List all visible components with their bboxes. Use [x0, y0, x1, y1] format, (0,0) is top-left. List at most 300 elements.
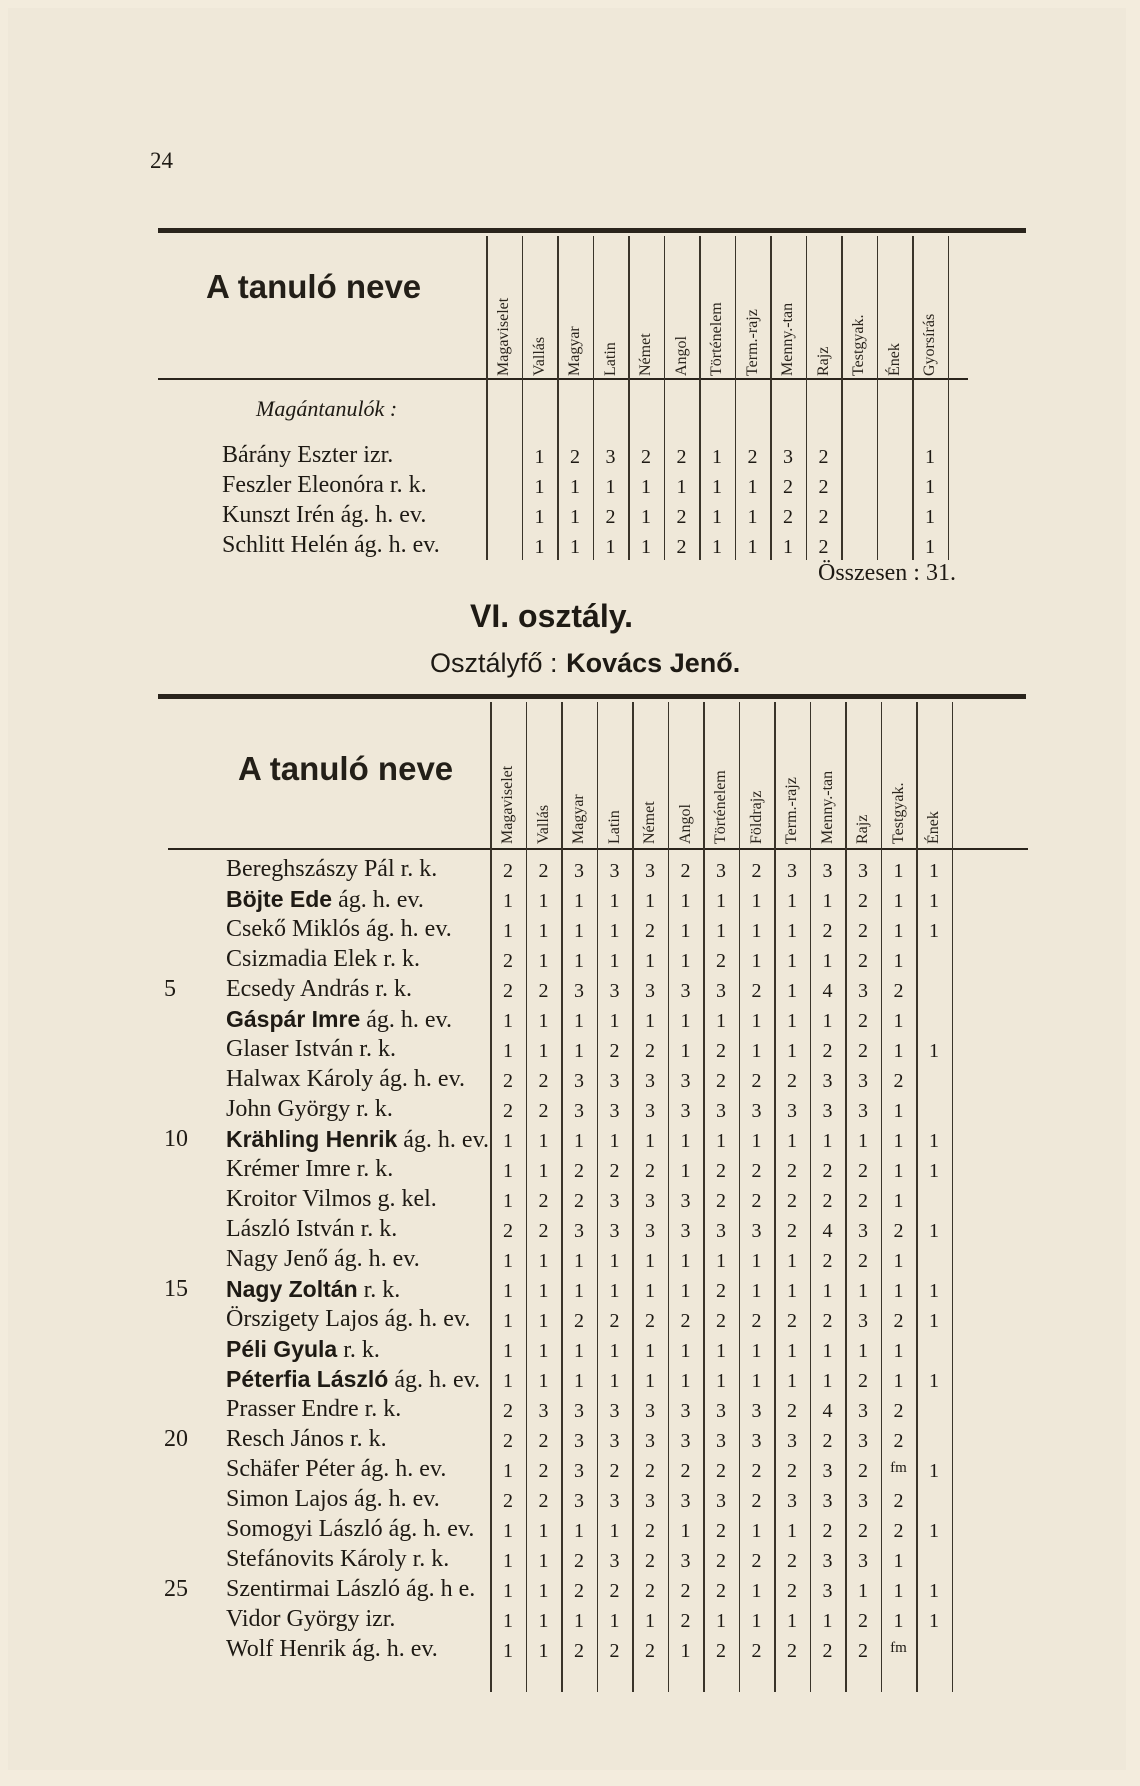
- grade-cell: 1: [503, 1160, 513, 1182]
- grade-cell: 3: [538, 1400, 549, 1422]
- grade-cell: 2: [858, 1190, 868, 1212]
- grade-cell: 2: [609, 1310, 620, 1332]
- student-name: László István r. k.: [226, 1216, 398, 1242]
- row-number: 15: [164, 1276, 188, 1302]
- grade-cell: 3: [787, 1490, 797, 1512]
- grade-cell: 2: [747, 446, 758, 468]
- grade-cell: 1: [538, 1310, 549, 1332]
- grade-cell: 1: [929, 1220, 939, 1242]
- grade-cell: 2: [893, 1310, 904, 1332]
- student-name: Szentirmai László ág. h e.: [226, 1576, 476, 1602]
- grade-cell: 2: [645, 1160, 655, 1182]
- table-class-vi: [158, 694, 1026, 1694]
- grade-cell: 2: [503, 1100, 513, 1122]
- grade-cell: 1: [609, 1010, 620, 1032]
- grade-cell: 3: [609, 1100, 620, 1122]
- grade-cell: 2: [570, 446, 580, 468]
- grade-cell: 3: [645, 1400, 655, 1422]
- student-name: Feszler Eleonóra r. k.: [222, 472, 427, 498]
- grade-cell: 1: [503, 1610, 513, 1632]
- grade-cell: 1: [716, 920, 726, 942]
- grade-cell: 1: [609, 1130, 620, 1152]
- grade-cell: 2: [503, 1430, 513, 1452]
- grade-cell: 4: [822, 980, 833, 1002]
- grade-cell: 3: [680, 1220, 691, 1242]
- grade-cell: 2: [574, 1640, 584, 1662]
- grade-cell: 2: [751, 1070, 762, 1092]
- grade-cell: 3: [609, 1550, 620, 1572]
- grade-cell: 3: [858, 1100, 868, 1122]
- grade-cell: 1: [645, 890, 655, 912]
- student-name: Halwax Károly ág. h. ev.: [226, 1066, 466, 1092]
- grade-cell: 1: [609, 1280, 620, 1302]
- student-name: Prasser Endre r. k.: [226, 1396, 402, 1422]
- grade-cell: 1: [538, 1580, 549, 1602]
- grade-cell: 1: [680, 1250, 691, 1272]
- grade-cell: 1: [645, 1370, 655, 1392]
- class-head-label: Osztályfő :: [430, 648, 558, 678]
- grade-cell: 2: [822, 1310, 833, 1332]
- grade-cell: 1: [503, 890, 513, 912]
- subject-header: Term.-rajz: [783, 777, 800, 844]
- grade-cell: 1: [893, 1100, 904, 1122]
- grade-cell: 1: [787, 1520, 797, 1542]
- grade-cell: 1: [645, 1280, 655, 1302]
- grade-cell: 1: [609, 920, 620, 942]
- grade-cell: 3: [574, 1490, 584, 1512]
- subject-header: Vallás: [530, 336, 548, 376]
- grade-cell: 2: [538, 1100, 549, 1122]
- student-affiliation: r. k.: [357, 1277, 401, 1303]
- grade-cell: 1: [503, 1130, 513, 1152]
- grade-cell: 1: [716, 1340, 726, 1362]
- grade-cell: 1: [641, 536, 651, 558]
- grade-cell: 2: [503, 1490, 513, 1512]
- grade-cell: 3: [609, 1070, 620, 1092]
- table-top-rule: [158, 694, 1026, 699]
- grade-cell: 2: [822, 1250, 833, 1272]
- row-number: 20: [164, 1426, 188, 1452]
- grade-cell: 2: [787, 1070, 797, 1092]
- grade-cell: 1: [503, 1010, 513, 1032]
- grade-cell: 2: [574, 1310, 584, 1332]
- table-top-rule: [158, 228, 1026, 233]
- grade-cell: 3: [822, 860, 833, 882]
- grade-cell: 1: [538, 950, 549, 972]
- student-name: Csizmadia Elek r. k.: [226, 946, 420, 972]
- student-name-bold: Péli Gyula: [226, 1336, 338, 1362]
- grade-cell: 3: [680, 1430, 691, 1452]
- grade-cell: 1: [929, 1040, 939, 1062]
- class-title: VI. osztály.: [470, 598, 634, 634]
- grade-cell: 1: [503, 1580, 513, 1602]
- grade-cell: 1: [929, 860, 939, 882]
- subject-header: Magyar: [566, 326, 583, 376]
- grade-cell: 1: [574, 920, 584, 942]
- student-name: Schlitt Helén ág. h. ev.: [222, 532, 440, 558]
- grade-cell: 1: [787, 1280, 797, 1302]
- grade-cell: 2: [716, 1460, 726, 1482]
- student-name: [226, 1366, 480, 1396]
- grade-cell: 2: [822, 920, 833, 942]
- column-rule: [877, 236, 879, 560]
- grade-cell: 3: [858, 1220, 868, 1242]
- grade-cell: 3: [822, 1070, 833, 1092]
- grade-cell: 1: [893, 860, 904, 882]
- grade-cell: 1: [538, 1010, 549, 1032]
- grade-cell: 2: [787, 1160, 797, 1182]
- grade-cell: 1: [822, 1010, 833, 1032]
- grade-cell: 2: [676, 506, 687, 528]
- grade-cell: 1: [822, 1370, 833, 1392]
- grade-cell: 1: [925, 536, 935, 558]
- grade-cell: 1: [503, 1640, 513, 1662]
- grade-cell: 1: [538, 1040, 549, 1062]
- grade-cell: 1: [538, 1340, 549, 1362]
- grade-cell: 2: [858, 950, 868, 972]
- grade-cell: 3: [822, 1580, 833, 1602]
- grade-cell: 1: [680, 1640, 691, 1662]
- grade-cell: 1: [645, 1010, 655, 1032]
- grade-cell: 2: [893, 1070, 904, 1092]
- name-column-header: A tanuló neve: [238, 750, 454, 787]
- grade-cell: 1: [716, 1130, 726, 1152]
- grade-cell: 2: [751, 1460, 762, 1482]
- grade-cell: 1: [893, 890, 904, 912]
- grade-cell: 3: [858, 1070, 868, 1092]
- grade-cell: 2: [751, 1310, 762, 1332]
- grade-cell: 1: [574, 1280, 584, 1302]
- row-number: 25: [164, 1576, 188, 1602]
- grade-cell: 1: [787, 920, 797, 942]
- grade-cell: 1: [822, 890, 833, 912]
- grade-cell: 1: [538, 1130, 549, 1152]
- grade-cell: 1: [893, 1130, 904, 1152]
- subject-header: Német: [641, 801, 658, 844]
- grade-cell: 2: [716, 950, 726, 972]
- grade-cell: 2: [858, 920, 868, 942]
- grade-cell: 2: [574, 1580, 584, 1602]
- grade-cell: 2: [822, 1190, 833, 1212]
- grade-cell: 3: [858, 1430, 868, 1452]
- grade-cell: 2: [751, 1550, 762, 1572]
- grade-cell: 2: [787, 1190, 797, 1212]
- grade-cell: 1: [893, 1610, 904, 1632]
- grade-cell: 2: [787, 1580, 797, 1602]
- grade-cell: 1: [534, 446, 545, 468]
- grade-cell: 2: [751, 860, 762, 882]
- grade-cell: 3: [645, 980, 655, 1002]
- grade-cell: 2: [716, 1310, 726, 1332]
- grade-cell: 1: [503, 1520, 513, 1542]
- header-rule: [158, 378, 968, 380]
- grade-cell: 3: [716, 1220, 726, 1242]
- grade-cell: 1: [716, 1610, 726, 1632]
- grade-cell: 1: [787, 1610, 797, 1632]
- grade-cell: 2: [716, 1280, 726, 1302]
- grade-cell: 2: [538, 1430, 549, 1452]
- grade-cell: 1: [645, 950, 655, 972]
- grade-cell: 2: [818, 446, 829, 468]
- grade-cell: 2: [676, 536, 687, 558]
- grade-cell: 3: [751, 1430, 762, 1452]
- grade-cell: 3: [680, 1550, 691, 1572]
- grade-cell: 3: [716, 1490, 726, 1512]
- grade-cell: 1: [929, 1130, 939, 1152]
- grade-cell: 1: [609, 1520, 620, 1542]
- grade-cell: 2: [538, 1460, 549, 1482]
- subject-header: Latin: [605, 810, 623, 844]
- grade-cell: 1: [680, 1160, 691, 1182]
- grade-cell: 1: [680, 950, 691, 972]
- grade-cell: 1: [893, 1280, 904, 1302]
- grade-cell: 1: [893, 1190, 904, 1212]
- grade-cell: 1: [893, 1370, 904, 1392]
- grade-cell: 1: [929, 1580, 939, 1602]
- grade-cell: 1: [538, 890, 549, 912]
- grade-cell: 1: [893, 920, 904, 942]
- grade-cell: 2: [538, 860, 549, 882]
- grade-cell: 1: [609, 950, 620, 972]
- grade-cell: 1: [751, 1610, 762, 1632]
- grade-cell: 3: [751, 1400, 762, 1422]
- grade-cell: 1: [751, 890, 762, 912]
- grade-cell: 2: [787, 1400, 797, 1422]
- grade-cell: 3: [716, 1100, 726, 1122]
- grade-cell: 1: [574, 1040, 584, 1062]
- grade-cell: 2: [787, 1460, 797, 1482]
- subject-header: Testgyak.: [850, 314, 867, 376]
- student-name: Kroitor Vilmos g. kel.: [226, 1186, 437, 1212]
- grade-cell: 3: [787, 860, 797, 882]
- student-affiliation: ág. h. ev.: [397, 1127, 490, 1153]
- grade-cell: 2: [716, 1550, 726, 1572]
- grade-cell: 1: [538, 1520, 549, 1542]
- grade-cell: 3: [858, 1490, 868, 1512]
- grade-cell: 1: [574, 1130, 584, 1152]
- grade-cell: 3: [605, 446, 616, 468]
- grade-cell: 2: [783, 506, 793, 528]
- grade-cell: 2: [716, 1640, 726, 1662]
- grade-cell: 1: [929, 1370, 939, 1392]
- grade-cell: 2: [680, 860, 691, 882]
- grade-cell: 3: [716, 1430, 726, 1452]
- grade-cell: 2: [787, 1640, 797, 1662]
- grade-cell: 2: [893, 980, 904, 1002]
- grade-cell: 3: [574, 980, 584, 1002]
- grade-cell: 2: [858, 1160, 868, 1182]
- column-rule: [841, 236, 843, 560]
- grade-cell: 1: [751, 1370, 762, 1392]
- grade-cell: 1: [680, 1040, 691, 1062]
- grade-cell: 1: [503, 1460, 513, 1482]
- grade-cell: 1: [858, 1280, 868, 1302]
- grade-cell: 1: [893, 1580, 904, 1602]
- grade-cell: 3: [787, 1430, 797, 1452]
- grade-cell: 1: [893, 1040, 904, 1062]
- grade-cell: 1: [716, 890, 726, 912]
- grade-cell: 1: [641, 506, 651, 528]
- grade-cell: 3: [783, 446, 793, 468]
- grade-cell: 1: [929, 1460, 939, 1482]
- grade-cell: 1: [534, 476, 545, 498]
- grade-cell: 1: [503, 920, 513, 942]
- grade-cell: 2: [609, 1640, 620, 1662]
- grade-cell: 2: [893, 1520, 904, 1542]
- grade-cell: 1: [680, 1010, 691, 1032]
- grade-cell: 3: [858, 1400, 868, 1422]
- grade-cell: 1: [503, 1310, 513, 1332]
- student-affiliation: ág. h. ev.: [360, 1007, 452, 1033]
- grade-cell: 2: [680, 1460, 691, 1482]
- grade-cell: 1: [570, 536, 580, 558]
- grade-cell: 2: [893, 1430, 904, 1452]
- grade-cell: 1: [893, 1550, 904, 1572]
- grade-cell: 1: [645, 1130, 655, 1152]
- grade-cell: 2: [858, 1520, 868, 1542]
- grade-cell: 1: [751, 1130, 762, 1152]
- grade-cell: 1: [641, 476, 651, 498]
- subject-header: Német: [637, 333, 654, 376]
- grade-cell: 2: [893, 1220, 904, 1242]
- grade-cell: 2: [716, 1190, 726, 1212]
- student-name: Csekő Miklós ág. h. ev.: [226, 916, 452, 942]
- grade-cell: 2: [680, 1610, 691, 1632]
- grade-cell: 3: [574, 1220, 584, 1242]
- grade-cell: fm: [890, 1460, 907, 1476]
- grade-cell: 3: [574, 1070, 584, 1092]
- grade-cell: 3: [680, 1400, 691, 1422]
- grade-cell: 1: [858, 1580, 868, 1602]
- student-name: Ecsedy András r. k.: [226, 976, 412, 1002]
- grade-cell: 3: [822, 1490, 833, 1512]
- grade-cell: 2: [858, 1370, 868, 1392]
- grade-cell: 3: [680, 1100, 691, 1122]
- grade-cell: 3: [822, 1100, 833, 1122]
- grade-cell: 3: [574, 1430, 584, 1452]
- subject-header: Vallás: [534, 804, 552, 844]
- grade-cell: 2: [503, 950, 513, 972]
- grade-cell: 2: [609, 1160, 620, 1182]
- grade-cell: 2: [503, 1220, 513, 1242]
- grade-cell: 1: [929, 1610, 939, 1632]
- grade-cell: 3: [645, 1100, 655, 1122]
- grade-cell: 2: [822, 1520, 833, 1542]
- grade-cell: 2: [818, 536, 829, 558]
- grade-cell: 1: [925, 446, 935, 468]
- grade-cell: 1: [538, 1250, 549, 1272]
- grade-cell: fm: [890, 1640, 907, 1656]
- grade-cell: 2: [822, 1640, 833, 1662]
- student-affiliation: ág. h. ev.: [388, 1367, 481, 1393]
- grade-cell: 2: [645, 1040, 655, 1062]
- grade-cell: 1: [609, 890, 620, 912]
- student-name: Somogyi László ág. h. ev.: [226, 1516, 475, 1542]
- grade-cell: 1: [574, 950, 584, 972]
- grade-cell: 1: [503, 1340, 513, 1362]
- grade-cell: 3: [751, 1220, 762, 1242]
- grade-cell: 3: [716, 980, 726, 1002]
- grade-cell: 2: [787, 1550, 797, 1572]
- grade-cell: 2: [716, 1160, 726, 1182]
- grade-cell: 3: [609, 1220, 620, 1242]
- grade-cell: 2: [818, 476, 829, 498]
- row-number: 10: [164, 1126, 188, 1152]
- page-number: 24: [150, 148, 173, 173]
- grade-cell: 3: [858, 1310, 868, 1332]
- column-rule: [952, 702, 954, 1692]
- grade-cell: 1: [787, 1040, 797, 1062]
- grade-cell: 1: [712, 536, 722, 558]
- grade-cell: 1: [858, 1130, 868, 1152]
- student-name: [226, 1276, 400, 1306]
- grade-cell: 2: [858, 1610, 868, 1632]
- grade-cell: 1: [538, 1370, 549, 1392]
- student-name: [226, 1336, 380, 1366]
- column-rule: [486, 236, 488, 560]
- header-rule: [168, 848, 1028, 850]
- grade-cell: 1: [574, 1520, 584, 1542]
- grade-cell: 1: [605, 536, 616, 558]
- grade-cell: 2: [680, 1580, 691, 1602]
- grade-cell: 3: [680, 1070, 691, 1092]
- student-affiliation: r. k.: [337, 1337, 380, 1363]
- grade-cell: 1: [503, 1040, 513, 1062]
- subject-header: Latin: [601, 342, 619, 376]
- grade-cell: 2: [538, 1190, 549, 1212]
- subheading: Magántanulók :: [256, 396, 398, 421]
- grade-cell: 2: [822, 1040, 833, 1062]
- grade-cell: 2: [751, 1490, 762, 1512]
- subject-header: Magaviselet: [495, 297, 512, 376]
- grade-cell: 1: [676, 476, 687, 498]
- student-name: Wolf Henrik ág. h. ev.: [226, 1636, 438, 1662]
- grade-cell: 3: [716, 860, 726, 882]
- grade-cell: 1: [570, 476, 580, 498]
- row-number: 5: [164, 976, 176, 1002]
- grade-cell: 1: [787, 1340, 797, 1362]
- grade-cell: 2: [609, 1580, 620, 1602]
- grade-cell: 1: [503, 1250, 513, 1272]
- subject-header: Gyorsírás: [921, 313, 938, 376]
- grade-cell: 3: [822, 1460, 833, 1482]
- subject-header: Magyar: [570, 794, 587, 844]
- grade-cell: 1: [503, 1190, 513, 1212]
- grade-cell: 2: [787, 1220, 797, 1242]
- grade-cell: 3: [680, 1490, 691, 1512]
- grade-cell: 1: [751, 1580, 762, 1602]
- grade-cell: 1: [929, 890, 939, 912]
- subject-header: Történelem: [712, 770, 729, 844]
- student-name: Simon Lajos ág. h. ev.: [226, 1486, 440, 1512]
- grade-cell: 1: [712, 476, 722, 498]
- grade-cell: 3: [645, 1430, 655, 1452]
- subject-header: Menny.-tan: [779, 302, 796, 376]
- grade-cell: 2: [609, 1040, 620, 1062]
- grade-cell: 1: [747, 506, 758, 528]
- grade-cell: 3: [609, 1430, 620, 1452]
- student-name: Örszigety Lajos ág. h. ev.: [226, 1306, 471, 1332]
- grade-cell: 1: [538, 1160, 549, 1182]
- grade-cell: 3: [574, 1460, 584, 1482]
- grade-cell: 1: [751, 1040, 762, 1062]
- grade-cell: 2: [858, 1460, 868, 1482]
- grade-cell: 1: [574, 1340, 584, 1362]
- grade-cell: 1: [574, 1010, 584, 1032]
- grade-cell: 3: [680, 980, 691, 1002]
- grade-cell: 2: [538, 1220, 549, 1242]
- grade-cell: 3: [645, 1220, 655, 1242]
